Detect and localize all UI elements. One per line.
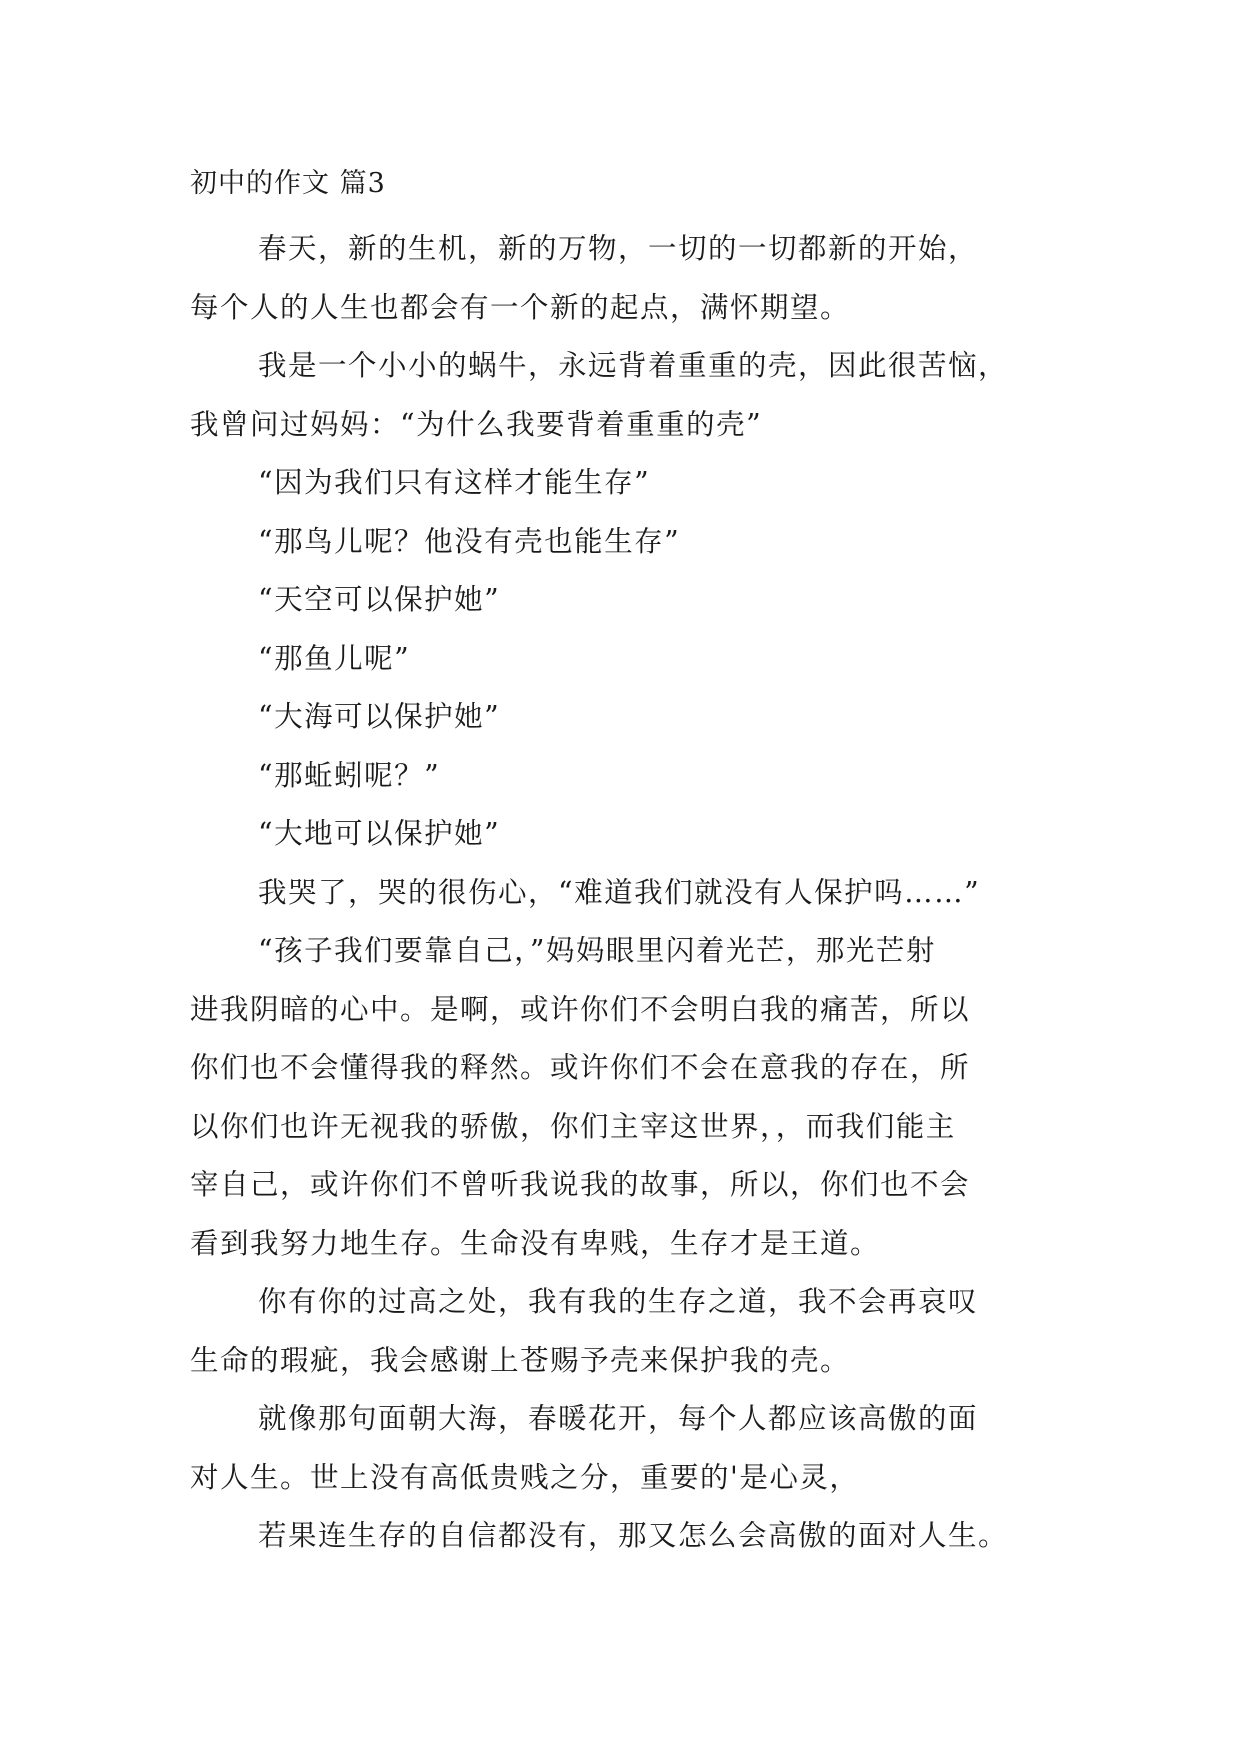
paragraph-13: [190, 1390, 1060, 1507]
paragraph-9: [190, 805, 1060, 864]
paragraph-line: 春天，新的生机，新的万物，一切的一切都新的开始，: [258, 232, 979, 265]
paragraph-3: [190, 454, 1060, 513]
paragraph-line: “那鸟儿呢？他没有壳也能生存”: [258, 524, 681, 558]
document-page: [190, 162, 1060, 1566]
paragraph-line: 若果连生存的自信都没有，那又怎么会高傲的面对人生。: [258, 1519, 1009, 1552]
paragraph-line: “天空可以保护她”: [258, 583, 501, 616]
paragraph-6: [190, 630, 1060, 689]
paragraph-line: 我曾问过妈妈：“为什么我要背着重重的壳”: [190, 407, 763, 441]
essay-title: 初中的作文 篇3: [190, 168, 386, 199]
paragraph-line: 就像那句面朝大海，春暖花开，每个人都应该高傲的面: [258, 1402, 979, 1435]
paragraph-line: 生命的瑕疵，我会感谢上苍赐予壳来保护我的壳。: [190, 1343, 851, 1377]
paragraph-11: [190, 922, 1060, 1273]
paragraph-1: [190, 220, 1060, 337]
paragraph-4: [190, 513, 1060, 572]
paragraph-line: 进我阴暗的心中。是啊，或许你们不会明白我的痛苦，所以: [190, 992, 971, 1026]
paragraph-2: [190, 337, 1060, 454]
paragraph-line: “那蚯蚓呢？”: [258, 758, 441, 792]
paragraph-line: 宰自己，或许你们不曾听我说我的故事，所以，你们也不会: [190, 1168, 971, 1201]
paragraph-line: “大地可以保护她”: [258, 817, 501, 850]
paragraph-line: “大海可以保护她”: [258, 700, 501, 733]
paragraph-line: 看到我努力地生存。生命没有卑贱，生存才是王道。: [190, 1226, 881, 1260]
paragraph-line: 你有你的过高之处，我有我的生存之道，我不会再哀叹: [258, 1285, 979, 1318]
paragraph-line: “因为我们只有这样才能生存”: [258, 466, 651, 499]
paragraph-line: “那鱼儿呢”: [258, 641, 411, 675]
paragraph-12: [190, 1273, 1060, 1390]
paragraph-line: 你们也不会懂得我的释然。或许你们不会在意我的存在，所: [190, 1051, 971, 1084]
paragraph-line: “孩子我们要靠自己，”妈妈眼里闪着光芒，那光芒射: [258, 934, 936, 967]
paragraph-line: 以你们也许无视我的骄傲，你们主宰这世界，，而我们能主: [190, 1109, 956, 1143]
paragraph-line: 每个人的人生也都会有一个新的起点，满怀期望。: [190, 290, 851, 324]
paragraph-5: [190, 571, 1060, 630]
paragraph-14: [190, 1507, 1060, 1566]
paragraph-line: 我是一个小小的蜗牛，永远背着重重的壳，因此很苦恼，: [258, 349, 1009, 382]
paragraph-line: 对人生。世上没有高低贵贱之分，重要的'是心灵，: [190, 1460, 860, 1494]
paragraph-8: [190, 747, 1060, 806]
paragraph-10: [190, 864, 1060, 923]
paragraph-line: 我哭了，哭的很伤心，“难道我们就没有人保护吗……”: [258, 875, 981, 909]
paragraph-7: [190, 688, 1060, 747]
